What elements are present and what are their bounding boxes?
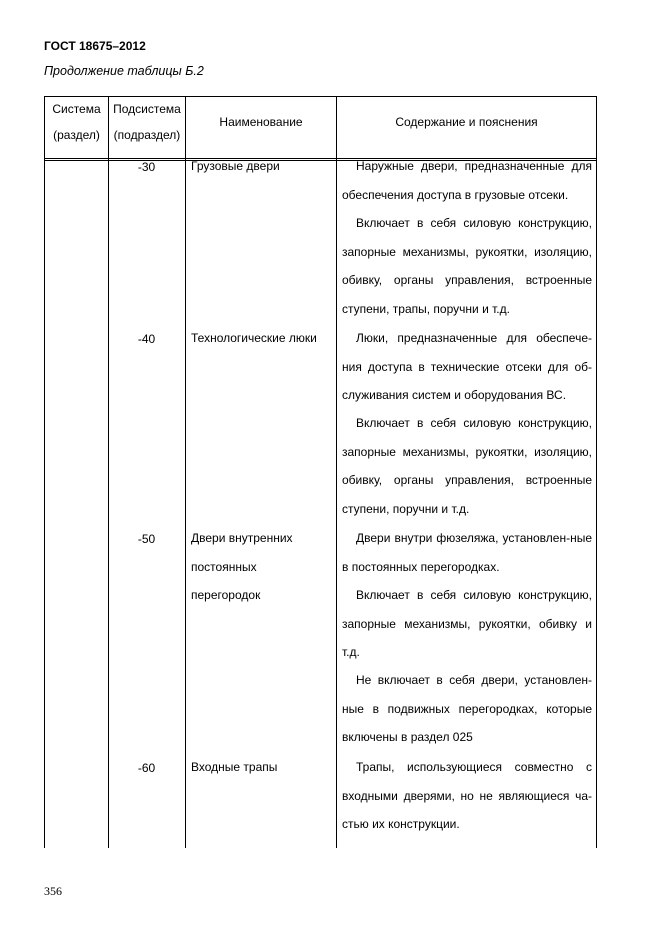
column-header-subsystem-line1: Подсистема <box>113 102 181 116</box>
column-divider-2 <box>185 96 186 848</box>
row-subsystem-code: -60 <box>137 761 156 775</box>
row-name: Двери внутренних постоянных перегородок <box>191 531 293 602</box>
row-content-paragraph: Двери внутри фюзеляжа, установлен-ные в постоянных перегородках. <box>342 531 592 574</box>
table-right-border <box>596 96 597 848</box>
column-divider-3 <box>336 96 337 848</box>
row-subsystem-code: -50 <box>137 532 156 546</box>
column-header-name: Наименование <box>219 115 303 129</box>
row-subsystem-code: -40 <box>137 332 156 346</box>
row-name: Технологические люки <box>191 331 317 345</box>
row-name: Входные трапы <box>191 760 278 774</box>
document-code: ГОСТ 18675–2012 <box>44 39 146 53</box>
column-divider-1 <box>108 96 109 848</box>
column-header-system-line2: (раздел) <box>53 128 100 142</box>
column-header-content: Содержание и пояснения <box>395 115 538 129</box>
row-content-paragraph: Включает в себя силовую конструкцию, запорные механизмы, рукоятки, изоляцию, обивку, органы управления, встроенные ступени, трапы, поручни и т.д. <box>342 216 592 316</box>
row-name: Грузовые двери <box>191 159 280 173</box>
row-subsystem-code: -30 <box>137 160 156 174</box>
page-number: 356 <box>44 884 62 898</box>
row-content-paragraph: Включает в себя силовую конструкцию, запорные механизмы, рукоятки, обивку и т.д. <box>342 588 592 659</box>
table-top-border <box>44 96 597 97</box>
row-content-paragraph: Включает в себя силовую конструкцию, запорные механизмы, рукоятки, изоляцию, обивку, органы управления, встроенные ступени, поручни и т.д. <box>342 416 592 516</box>
table-left-border <box>44 96 45 848</box>
table-continuation-caption: Продолжение таблицы Б.2 <box>44 64 204 78</box>
row-content-paragraph: Трапы, использующиеся совместно с входными дверями, но не являющиеся ча-стью их конструкции. <box>342 760 592 831</box>
column-header-system-line1: Система <box>52 102 101 116</box>
row-content-paragraph: Не включает в себя двери, установлен-ные в подвижных перегородках, которые включены в раздел 025 <box>342 673 592 744</box>
row-content-paragraph: Наружные двери, предназначенные для обеспечения доступа в грузовые отсеки. <box>342 159 592 202</box>
row-content-paragraph: Люки, предназначенные для обеспече-ния доступа в технические отсеки для об-служивания систем и оборудования ВС. <box>342 331 592 402</box>
column-header-subsystem-line2: (подраздел) <box>113 128 181 142</box>
